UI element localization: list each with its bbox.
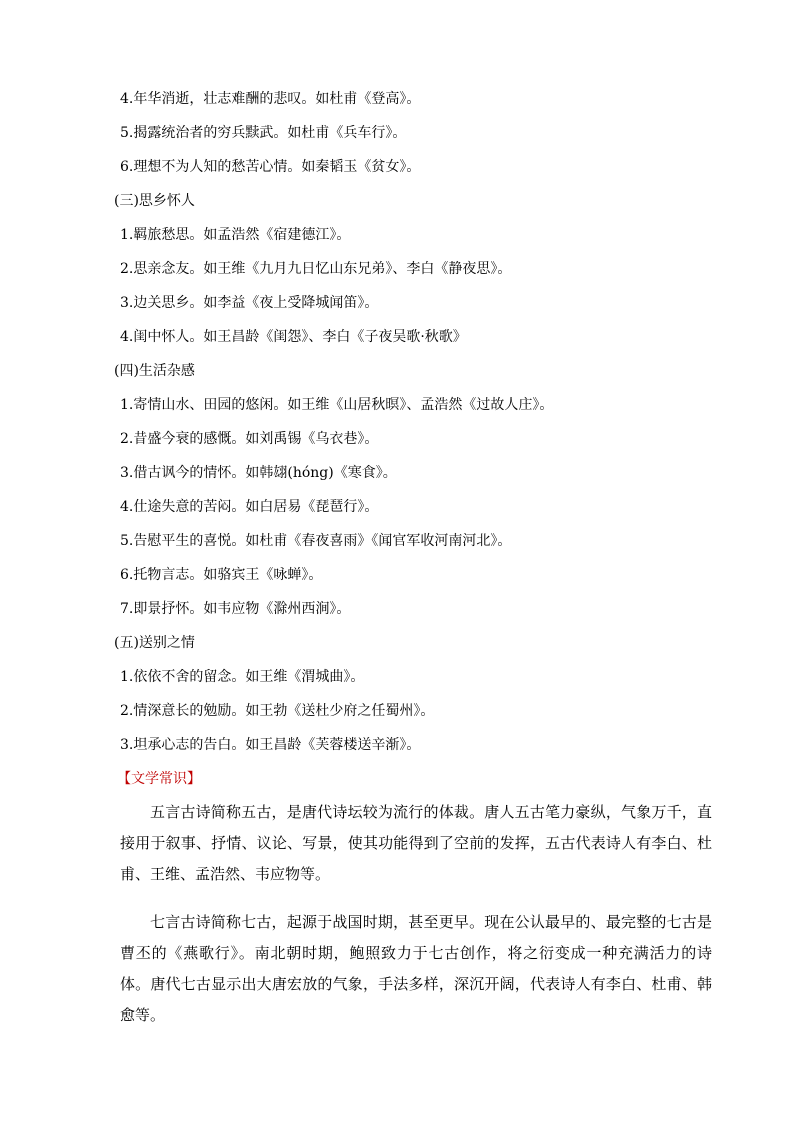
list-item: 2.思亲念友。如王维《九月九日忆山东兄弟》、李白《静夜思》。 bbox=[120, 261, 512, 277]
list-item: 6.托物言志。如骆宾王《咏蝉》。 bbox=[120, 567, 323, 583]
literary-knowledge-tag: 【文学常识】 bbox=[117, 771, 201, 787]
paragraph-wugu: 五言古诗简称五古，是唐代诗坛较为流行的体裁。唐人五古笔力豪纵，气象万千，直接用于叙事、抒情、议论、写景，使其功能得到了空前的发挥，五古代表诗人有李白、杜甫、王维、孟浩然、韦应物等。 bbox=[120, 803, 712, 883]
list-item: 5.揭露统治者的穷兵黩武。如杜甫《兵车行》。 bbox=[120, 125, 407, 141]
list-item: 4.仕途失意的苦闷。如白居易《琵琶行》。 bbox=[120, 499, 379, 515]
list-item: 3.坦承心志的告白。如王昌龄《芙蓉楼送辛渐》。 bbox=[120, 737, 421, 753]
list-item: 1.寄情山水、田园的悠闲。如王维《山居秋暝》、孟浩然《过故人庄》。 bbox=[120, 397, 554, 413]
section-heading: (四)生活杂感 bbox=[114, 363, 195, 379]
list-item: 3.边关思乡。如李益《夜上受降城闻笛》。 bbox=[120, 295, 379, 311]
list-item: 1.羁旅愁思。如孟浩然《宿建德江》。 bbox=[120, 227, 351, 243]
list-item: 4.闺中怀人。如王昌龄《闺怨》、李白《子夜吴歌·秋歌》 bbox=[120, 329, 467, 345]
paragraph-qigu: 七言古诗简称七古，起源于战国时期，甚至更早。现在公认最早的、最完整的七古是曹丕的《燕歌行》。南北朝时期，鲍照致力于七古创作，将之衍变成一种充满活力的诗体。唐代七古显示出大唐宏放的气象，手法多样，深沉开阔，代表诗人有李白、杜甫、韩愈等。 bbox=[120, 913, 712, 1024]
list-item: 6.理想不为人知的愁苦心情。如秦韬玉《贫女》。 bbox=[120, 159, 421, 175]
list-item: 2.昔盛今衰的感慨。如刘禹锡《乌衣巷》。 bbox=[120, 431, 379, 447]
section-heading: (五)送别之情 bbox=[114, 635, 195, 651]
list-item: 4.年华消逝，壮志难酬的悲叹。如杜甫《登高》。 bbox=[120, 91, 421, 107]
list-item: 1.依依不舍的留念。如王维《渭城曲》。 bbox=[120, 669, 365, 685]
list-item: 7.即景抒怀。如韦应物《滁州西涧》。 bbox=[120, 601, 351, 617]
list-item: 3.借古讽今的情怀。如韩翃(hóng)《寒食》。 bbox=[120, 465, 397, 481]
section-heading: (三)思乡怀人 bbox=[114, 193, 195, 209]
list-item: 5.告慰平生的喜悦。如杜甫《春夜喜雨》《闻官军收河南河北》。 bbox=[120, 533, 512, 549]
list-item: 2.情深意长的勉励。如王勃《送杜少府之任蜀州》。 bbox=[120, 703, 435, 719]
